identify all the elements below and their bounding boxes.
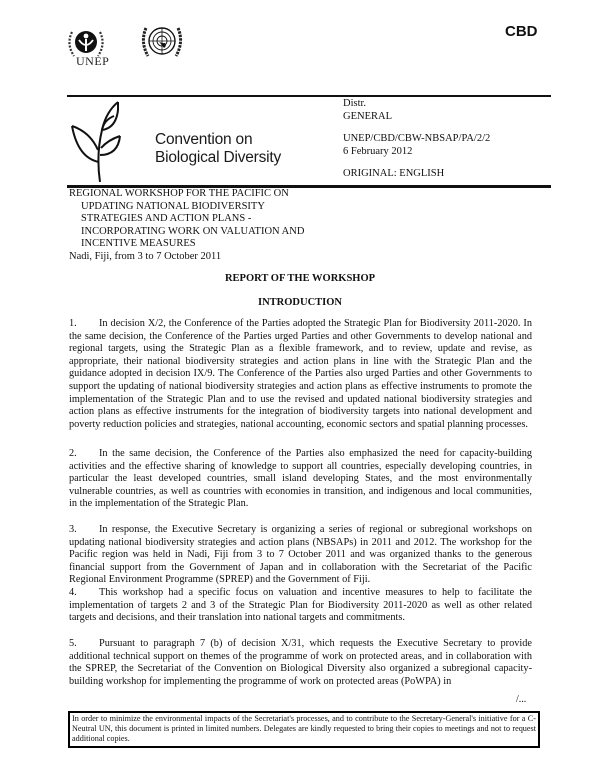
paragraph-3 (69, 524, 532, 587)
footer-notice: In order to minimize the environmental impacts of the Secretariat's processes, and to contribute to the Secretary-General's initiative for a C-Neutral UN, this document is printed in limited numbers. Delegates are kindly requested to bring their copies to meetings and not to request additional copies. (68, 711, 540, 748)
organization-name (155, 131, 281, 167)
workshop-title-line: INCENTIVE MEASURES (81, 238, 196, 250)
paragraph-text: In decision X/2, the Conference of the Parties adopted the Strategic Plan for Biodiversity 2011-2020. In the same decision, the Conference of the Parties urged Parties and other Governments to develop national and regional targets, using the Strategic Plan as a flexible framework, and to review, update and revise, as appropriate, their national biodiversity strategies and action plans in line with the Strategic Plan and the guidance adopted in decision IX/9. The Conference of the Parties also urged Parties and other Governments to support the updating of national biodiversity strategies and action plans as effective instruments to promote the implementation of the Strategic Plan and to use the revised and updated national biodiversity strategies and action plans as effective instruments for the integration of biodiversity targets into national development and poverty reduction policies and strategies, national accounting, economic sectors and spatial planning processes. (69, 318, 532, 430)
cbd-tag: CBD (505, 23, 538, 40)
document-meta (343, 97, 490, 180)
workshop-title-line: STRATEGIES AND ACTION PLANS - (81, 213, 252, 225)
paragraph-text: Pursuant to paragraph 7 (b) of decision X/31, which requests the Executive Secretary to provide additional technical support on themes of the programme of work on protected areas, and in collaboration with the SPREP, the Secretariat of the Convention on Biological Diversity also organized a subregional capacity-building workshop for implementing the programme of work on protected areas (PoWPA) in (69, 638, 532, 687)
workshop-location: Nadi, Fiji, from 3 to 7 October 2011 (69, 250, 222, 262)
workshop-title (69, 188, 304, 264)
document-date: 6 February 2012 (343, 146, 413, 157)
paragraph-text: This workshop had a specific focus on valuation and incentive measures to help to facilitate the implementation of targets 2 and 3 of the Strategic Plan for Biodiversity 2011-2020 as well as other related targets and decisions, and their translation into national targets and commitments. (69, 587, 532, 624)
paragraph-2 (69, 448, 532, 511)
paragraph-4 (69, 587, 532, 625)
workshop-title-line: REGIONAL WORKSHOP FOR THE PACIFIC ON (69, 188, 289, 199)
paragraph-number: 2. (69, 448, 77, 459)
cbd-plant-logo-icon (68, 100, 138, 182)
distr-label: Distr. (343, 98, 367, 109)
unep-label: UNEP (76, 54, 110, 68)
paragraph-text: In the same decision, the Conference of the Parties also emphasized the need for capacity-building activities and the effective sharing of knowledge to support all countries, especially developing countries, in particular the least developed countries, small island developing States, and the most environmentally vulnerable countries, as well as countries with economies in transition, and indigenous and local communities, in the implementation of the Strategic Plan. (69, 448, 532, 510)
paragraph-number: 4. (69, 587, 77, 598)
workshop-title-line: UPDATING NATIONAL BIODIVERSITY (81, 200, 265, 212)
paragraph-text: In response, the Executive Secretary is organizing a series of regional or subregional workshops on updating national biodiversity strategies and action plans (NBSAPs) in 2011 and 2012. The workshop for the Pacific region was held in Nadi, Fiji from 3 to 7 October 2011 and was organized thanks to the generous financial support from the Government of Japan and in collaboration with the Secretariat of the Pacific Regional Environment Programme (SPREP) and the Government of Fiji. (69, 524, 532, 586)
organization-name-line2: Biological Diversity (155, 149, 282, 166)
report-heading: REPORT OF THE WORKSHOP (224, 273, 376, 284)
un-emblem-icon (140, 22, 184, 62)
workshop-title-line: INCORPORATING WORK ON VALUATION AND (81, 225, 305, 237)
paragraph-number: 1. (69, 318, 77, 329)
original-language: ORIGINAL: ENGLISH (343, 168, 445, 179)
introduction-heading: INTRODUCTION (257, 297, 342, 308)
paragraph-number: 5. (69, 638, 77, 649)
paragraph-1 (69, 318, 532, 431)
distr-value: GENERAL (343, 111, 392, 122)
continued-marker: /... (516, 694, 527, 705)
organization-name-line1: Convention on (155, 131, 253, 148)
document-symbol: UNEP/CBD/CBW-NBSAP/PA/2/2 (343, 133, 491, 144)
paragraph-5 (69, 638, 532, 688)
paragraph-number: 3. (69, 524, 77, 535)
